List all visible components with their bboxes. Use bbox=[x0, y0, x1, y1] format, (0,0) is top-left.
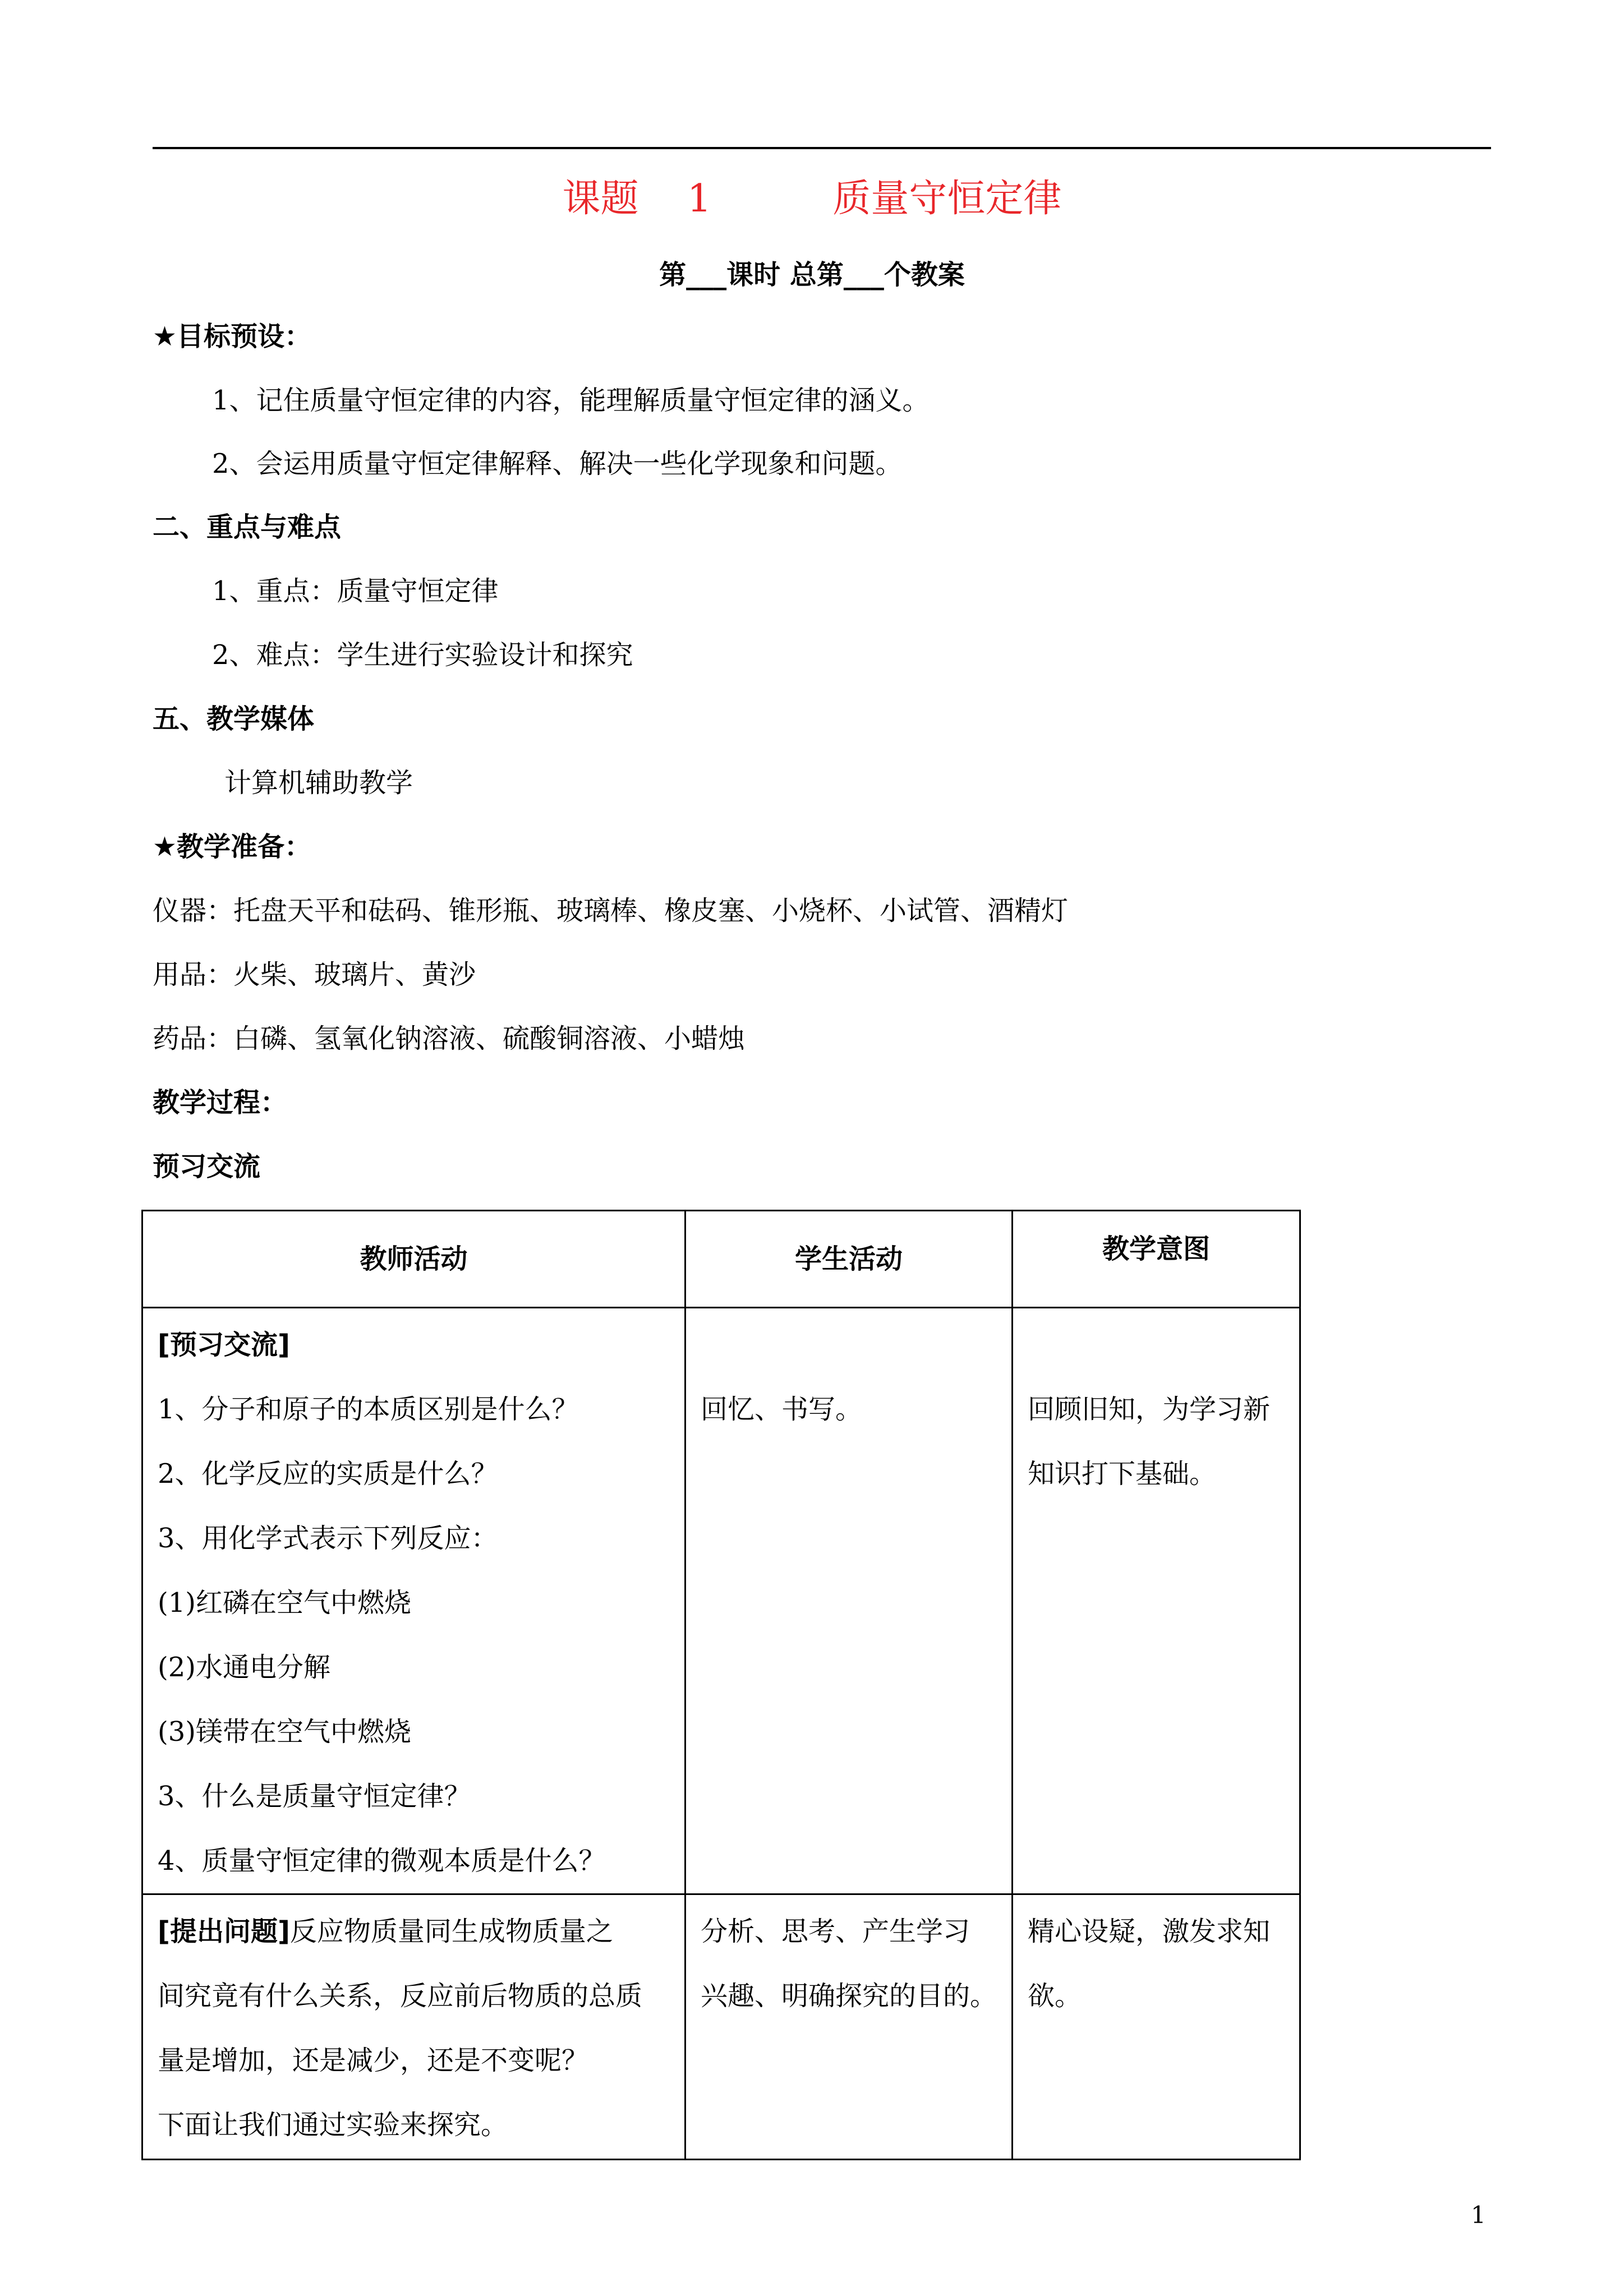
intent-line: 知识打下基础。 bbox=[1028, 1458, 1217, 1490]
student-line: 回忆、书写。 bbox=[701, 1394, 863, 1425]
header-teacher: 教师活动 bbox=[142, 1211, 686, 1308]
header-rule bbox=[153, 147, 1491, 149]
teacher-line: 量是增加，还是减少，还是不变呢？ bbox=[158, 2045, 589, 2076]
header-student: 学生活动 bbox=[686, 1211, 1013, 1308]
student-line: 兴趣、明确探究的目的。 bbox=[701, 1980, 997, 2012]
table-header-row bbox=[142, 1211, 1300, 1308]
media-text: 计算机辅助教学 bbox=[224, 767, 413, 799]
goal-item: 2、会运用质量守恒定律解释、解决一些化学现象和问题。 bbox=[212, 448, 903, 480]
prep-heading: ★教学准备： bbox=[153, 831, 312, 863]
intent-cell bbox=[1013, 1308, 1300, 1894]
document-title: 课题 1 质量守恒定律 bbox=[562, 177, 1062, 221]
lesson-table bbox=[141, 1210, 1301, 2160]
teacher-line: (3)镁带在空气中燃烧 bbox=[158, 1716, 411, 1748]
question-label: [提出问题] bbox=[158, 1916, 290, 1947]
teacher-text: 反应物质量同生成物质量之 bbox=[289, 1916, 613, 1947]
media-heading: 五、教学媒体 bbox=[153, 703, 315, 735]
header-intent: 教学意图 bbox=[1013, 1211, 1300, 1308]
teacher-line bbox=[158, 1895, 670, 1964]
preview-heading: 预习交流 bbox=[153, 1151, 261, 1182]
teacher-line: 1、分子和原子的本质区别是什么？ bbox=[158, 1394, 579, 1425]
lesson-line: 第___课时 总第___个教案 bbox=[659, 259, 965, 291]
teacher-line: 间究竟有什么关系，反应前后物质的总质 bbox=[158, 1980, 643, 2012]
teacher-line: 3、用化学式表示下列反应： bbox=[158, 1523, 498, 1554]
key-heading: 二、重点与难点 bbox=[153, 511, 342, 543]
intent-line: 回顾旧知，为学习新 bbox=[1028, 1394, 1271, 1425]
student-line: 分析、思考、产生学习 bbox=[701, 1916, 970, 1947]
goals-heading: ★目标预设： bbox=[153, 321, 312, 352]
teacher-line: (1)红磷在空气中燃烧 bbox=[158, 1587, 411, 1619]
teacher-line: [预习交流] bbox=[158, 1329, 290, 1361]
page-number: 1 bbox=[1471, 2201, 1486, 2229]
teacher-cell bbox=[142, 1894, 686, 2160]
teacher-line: 4、质量守恒定律的微观本质是什么？ bbox=[158, 1845, 606, 1877]
student-cell bbox=[686, 1894, 1013, 2160]
key-point-item: 1、重点：质量守恒定律 bbox=[212, 575, 499, 607]
goal-item: 1、记住质量守恒定律的内容，能理解质量守恒定律的涵义。 bbox=[212, 385, 930, 416]
reagents-line: 药品：白磷、氢氧化钠溶液、硫酸铜溶液、小蜡烛 bbox=[153, 1023, 746, 1054]
student-cell bbox=[686, 1308, 1013, 1894]
teacher-line: 3、什么是质量守恒定律？ bbox=[158, 1781, 471, 1812]
teacher-line: 2、化学反应的实质是什么？ bbox=[158, 1458, 498, 1490]
process-heading: 教学过程： bbox=[153, 1087, 288, 1118]
intent-line: 精心设疑，激发求知 bbox=[1028, 1916, 1271, 1947]
intent-cell bbox=[1013, 1894, 1300, 2160]
teacher-line: 下面让我们通过实验来探究。 bbox=[158, 2109, 508, 2141]
intent-line: 欲。 bbox=[1028, 1980, 1082, 2012]
teacher-line: (2)水通电分解 bbox=[158, 1652, 330, 1683]
instruments-line: 仪器：托盘天平和砝码、锥形瓶、玻璃棒、橡皮塞、小烧杯、小试管、酒精灯 bbox=[153, 895, 1069, 926]
supplies-line: 用品：火柴、玻璃片、黄沙 bbox=[153, 959, 476, 990]
key-point-item: 2、难点：学生进行实验设计和探究 bbox=[212, 639, 633, 671]
teacher-cell bbox=[142, 1308, 686, 1894]
table-row bbox=[142, 1308, 1300, 1894]
table-row bbox=[142, 1894, 1300, 2160]
